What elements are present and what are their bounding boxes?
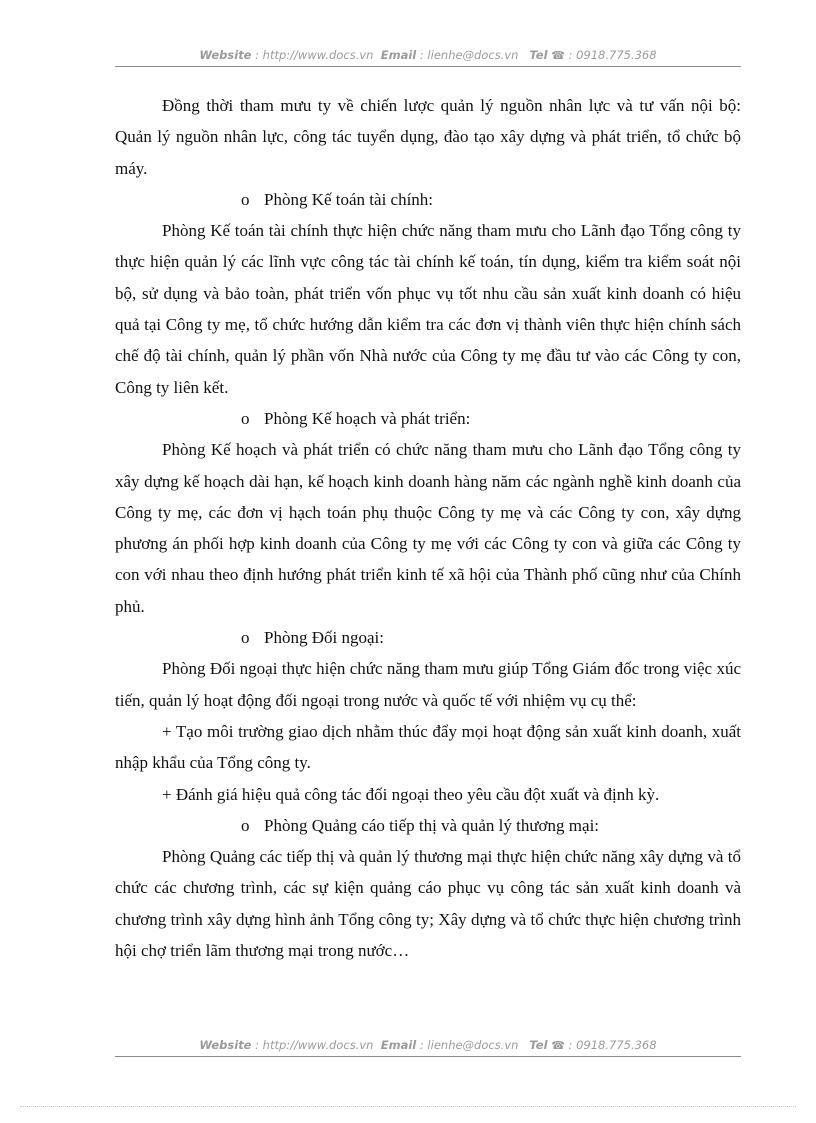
header-website-label: Website (199, 48, 252, 62)
phone-icon: ☎ (551, 1039, 565, 1052)
section-heading-quang-cao-text: Phòng Quảng cáo tiếp thị và quản lý thương mại: (264, 815, 600, 835)
section-heading-ke-toan-text: Phòng Kế toán tài chính: (264, 189, 434, 209)
paragraph-6: + Đánh giá hiệu quả công tác đối ngoại theo yêu cầu đột xuất và định kỳ. (162, 784, 660, 804)
section-heading-ke-hoach (115, 403, 741, 434)
page-footer (115, 1037, 741, 1054)
footer-tel-label: Tel (529, 1038, 548, 1052)
bullet-circle: o (241, 189, 250, 209)
paragraph-4: Phòng Đối ngoại thực hiện chức năng tham mưu giúp Tổng Giám đốc trong việc xúc tiến, quản lý hoạt động đối ngoại trong nước và quốc tế với nhiệm vụ cụ thể: (115, 659, 741, 710)
footer-email-value: : lienhe@docs.vn (416, 1038, 519, 1052)
section-heading-quang-cao (115, 810, 741, 841)
paragraph-3: Phòng Kế hoạch và phát triển có chức năng tham mưu cho Lãnh đạo Tổng công ty xây dựng kế hoạch dài hạn, kế hoạch kinh doanh hàng năm các ngành nghề kinh doanh của Công ty mẹ, các đơn vị hạch toán phụ thuộc Công ty mẹ và các Công ty con, xây dựng phương án phối hợp kinh doanh của Công ty mẹ với các Công ty con và giữa các Công ty con với nhau theo định hướng phát triển kinh tế xã hội của Thành phố cũng như của Chính phủ. (115, 440, 741, 616)
header-website-value: : http://www.docs.vn (251, 48, 374, 62)
page-boundary-dotted-line (20, 1106, 796, 1107)
section-heading-doi-ngoai-text: Phòng Đối ngoại: (264, 628, 384, 648)
header-tel-value: : 0918.775.368 (564, 48, 657, 62)
section-heading-doi-ngoai (115, 622, 741, 653)
paragraph-5: + Tạo môi trường giao dịch nhằm thúc đẩy mọi hoạt động sản xuất kinh doanh, xuất nhập khẩu của Tổng công ty. (115, 721, 741, 773)
footer-tel-value: : 0918.775.368 (564, 1038, 657, 1052)
footer-divider (115, 1056, 741, 1057)
header-divider (115, 66, 741, 67)
bullet-circle: o (241, 628, 250, 648)
bullet-circle: o (241, 408, 250, 428)
section-heading-ke-hoach-text: Phòng Kế hoạch và phát triển: (264, 408, 471, 428)
footer-website-value: : http://www.docs.vn (251, 1038, 374, 1052)
section-heading-ke-toan (115, 184, 741, 215)
paragraph-2: Phòng Kế toán tài chính thực hiện chức năng tham mưu cho Lãnh đạo Tổng công ty thực hiện quản lý các lĩnh vực công tác tài chính kế toán, tín dụng, kiểm tra kiểm soát nội bộ, sử dụng và bảo toàn, phát triển vốn phục vụ tốt nhu cầu sản xuất kinh doanh có hiệu quả tại Công ty mẹ, tổ chức hướng dẫn kiểm tra các đơn vị thành viên thực hiện chính sách chế độ tài chính, quản lý phần vốn Nhà nước của Công ty mẹ đầu tư vào các Công ty con, Công ty liên kết. (115, 221, 741, 397)
paragraph-7: Phòng Quảng các tiếp thị và quản lý thương mại thực hiện chức năng xây dựng và tổ chức các chương trình, các sự kiện quảng cáo phục vụ công tác sản xuất kinh doanh và chương trình xây dựng hình ảnh Tổng công ty; Xây dựng và tổ chức thực hiện chương trình hội chợ triển lãm thương mại trong nước… (115, 847, 741, 961)
footer-email-label: Email (380, 1038, 417, 1052)
header-email-value: : lienhe@docs.vn (416, 48, 519, 62)
phone-icon: ☎ (551, 49, 565, 62)
bullet-circle: o (241, 815, 250, 835)
document-body (115, 90, 741, 966)
footer-website-label: Website (199, 1038, 252, 1052)
paragraph-1: Đồng thời tham mưu ty về chiến lược quản lý nguồn nhân lực và tư vấn nội bộ: Quản lý nguồn nhân lực, công tác tuyển dụng, đào tạo xây dựng và phát triển, tổ chức bộ máy. (115, 96, 741, 178)
page-header (115, 47, 741, 64)
header-tel-label: Tel (529, 48, 548, 62)
header-email-label: Email (380, 48, 417, 62)
